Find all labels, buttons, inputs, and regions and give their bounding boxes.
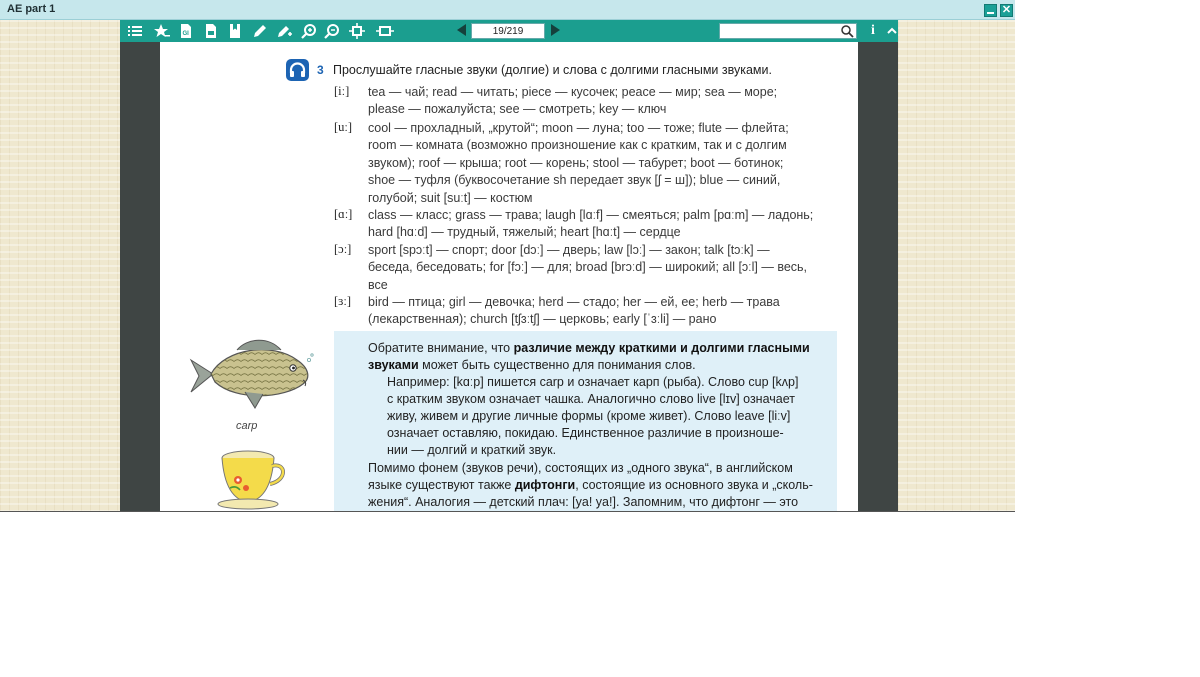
note-line: звуками может быть существенно для понимания слов. bbox=[368, 358, 696, 372]
window-bottom-border bbox=[0, 511, 1015, 512]
note-example-line: Например: [kɑːp] пишется carp и означает карп (рыба). Слово cup [kʌp] bbox=[387, 375, 799, 389]
gif-icon[interactable] bbox=[178, 23, 194, 39]
svg-text:GI: GI bbox=[182, 31, 189, 37]
row-text-line: tea — чай; read — читать; piece — кусочек; peace — мир; sea — море; bbox=[368, 85, 778, 99]
title-bar bbox=[0, 0, 1015, 20]
favorites-icon[interactable] bbox=[154, 23, 170, 39]
note-example-line: нии — долгий и краткий звук. bbox=[387, 443, 557, 457]
row-text-line: звуком); roof — крыша; root — корень; stool — табурет; boot — ботинок; bbox=[368, 155, 784, 170]
image-file-icon[interactable] bbox=[203, 23, 219, 39]
note-emphasis: звуками bbox=[368, 358, 419, 372]
close-button[interactable]: ✕ bbox=[1001, 4, 1012, 16]
row-text-line: bird — птица; girl — девочка; herd — стадо; her — ей, ее; herb — трава bbox=[368, 295, 780, 309]
note-line: Помимо фонем (звуков речи), состоящих из „одного звука“, в английском bbox=[368, 461, 793, 475]
search-icon[interactable] bbox=[840, 24, 854, 38]
row-text-line: shoe — туфля (буквосочетание sh передает звук [ʃ = ш]); blue — синий, bbox=[368, 173, 781, 188]
phonetic-symbol: [ɜː] bbox=[334, 294, 352, 308]
carp-illustration bbox=[185, 330, 317, 414]
book-page bbox=[160, 42, 858, 512]
info-button[interactable]: i bbox=[871, 23, 875, 38]
page-number-input[interactable] bbox=[471, 23, 545, 39]
phonetic-symbol: [ɔː] bbox=[334, 242, 352, 256]
exercise-number: 3 bbox=[317, 63, 324, 77]
row-text-line: sport [spɔːt] — спорт; door [dɔː] — дверь; law [lɔː] — закон; talk [tɔːk] — bbox=[368, 243, 770, 257]
document-viewer bbox=[120, 20, 898, 512]
cup-illustration bbox=[216, 448, 291, 512]
paper-background-left bbox=[0, 20, 120, 512]
phonetic-symbol: [ɑː] bbox=[334, 207, 353, 221]
note-example-line: живу, живем и другие личные формы (кроме живет). Слово leave [liːv] bbox=[387, 409, 791, 423]
note-example-line: с кратким звуком означает чашка. Аналогично слово live [lɪv] означает bbox=[387, 392, 795, 406]
row-text-line: беседа, беседовать; for [fɔː] — для; broad [brɔːd] — широкий; all [ɔːl] — весь, bbox=[368, 260, 808, 275]
row-text-line: (лекарственная); church [tʃɜːtʃ] — церковь; early [ˈɜːli] — рано bbox=[368, 312, 717, 327]
note-line: языке существуют также дифтонги, состоящие из основного звука и „сколь- bbox=[368, 478, 813, 492]
pencil-icon[interactable] bbox=[252, 23, 268, 39]
paper-background-right bbox=[898, 20, 1015, 512]
row-text-line: hard [hɑːd] — трудный, тяжелый; heart [hɑːt] — сердце bbox=[368, 225, 681, 240]
row-text-line: все bbox=[368, 277, 388, 292]
note-emphasis: дифтонги bbox=[514, 478, 576, 492]
row-text-line: please — пожалуйста; see — смотреть; key — ключ bbox=[368, 102, 667, 117]
phonetic-symbol: [uː] bbox=[334, 120, 353, 134]
note-line: Обратите внимание, что различие между краткими и долгими гласными bbox=[368, 341, 810, 355]
toolbar bbox=[120, 20, 898, 42]
grammar-note bbox=[334, 331, 837, 512]
row-text-line: room — комната (возможно произношение как с кратким, так и с долгим bbox=[368, 138, 787, 153]
search-input[interactable] bbox=[719, 23, 857, 39]
row-text-line: class — класс; grass — трава; laugh [lɑːf] — смеяться; palm [pɑːm] — ладонь; bbox=[368, 208, 814, 222]
carp-caption: carp bbox=[236, 420, 258, 432]
phonetic-symbol: [iː] bbox=[334, 84, 350, 98]
collapse-toolbar-button[interactable] bbox=[884, 23, 900, 39]
zoom-out-icon[interactable] bbox=[324, 23, 340, 39]
next-page-button[interactable] bbox=[551, 24, 560, 36]
pencil-edit-icon[interactable] bbox=[277, 23, 293, 39]
window-title: AE part 1 bbox=[7, 3, 56, 15]
row-text-line: голубой; suit [suːt] — костюм bbox=[368, 190, 533, 205]
fit-page-icon[interactable] bbox=[349, 23, 365, 39]
note-example-line: означает оставляю, покидаю. Единственное различие в произноше- bbox=[387, 426, 784, 440]
fit-width-icon[interactable] bbox=[376, 23, 392, 39]
previous-page-button[interactable] bbox=[457, 24, 466, 36]
minimize-button[interactable] bbox=[984, 4, 997, 17]
headphones-icon[interactable] bbox=[286, 59, 309, 81]
note-emphasis: различие между краткими и долгими гласными bbox=[513, 341, 810, 355]
note-line: жения“. Аналогия — детский плач: [ya! ya!]. Запомним, что дифтонг — это bbox=[368, 495, 799, 509]
bookmark-icon[interactable] bbox=[227, 23, 243, 39]
row-text-line: cool — прохладный, „крутой“; moon — луна; too — тоже; flute — флейта; bbox=[368, 121, 789, 135]
exercise-title: Прослушайте гласные звуки (долгие) и слова с долгими гласными звуками. bbox=[333, 63, 772, 77]
menu-icon[interactable] bbox=[127, 23, 143, 39]
zoom-in-icon[interactable] bbox=[301, 23, 317, 39]
